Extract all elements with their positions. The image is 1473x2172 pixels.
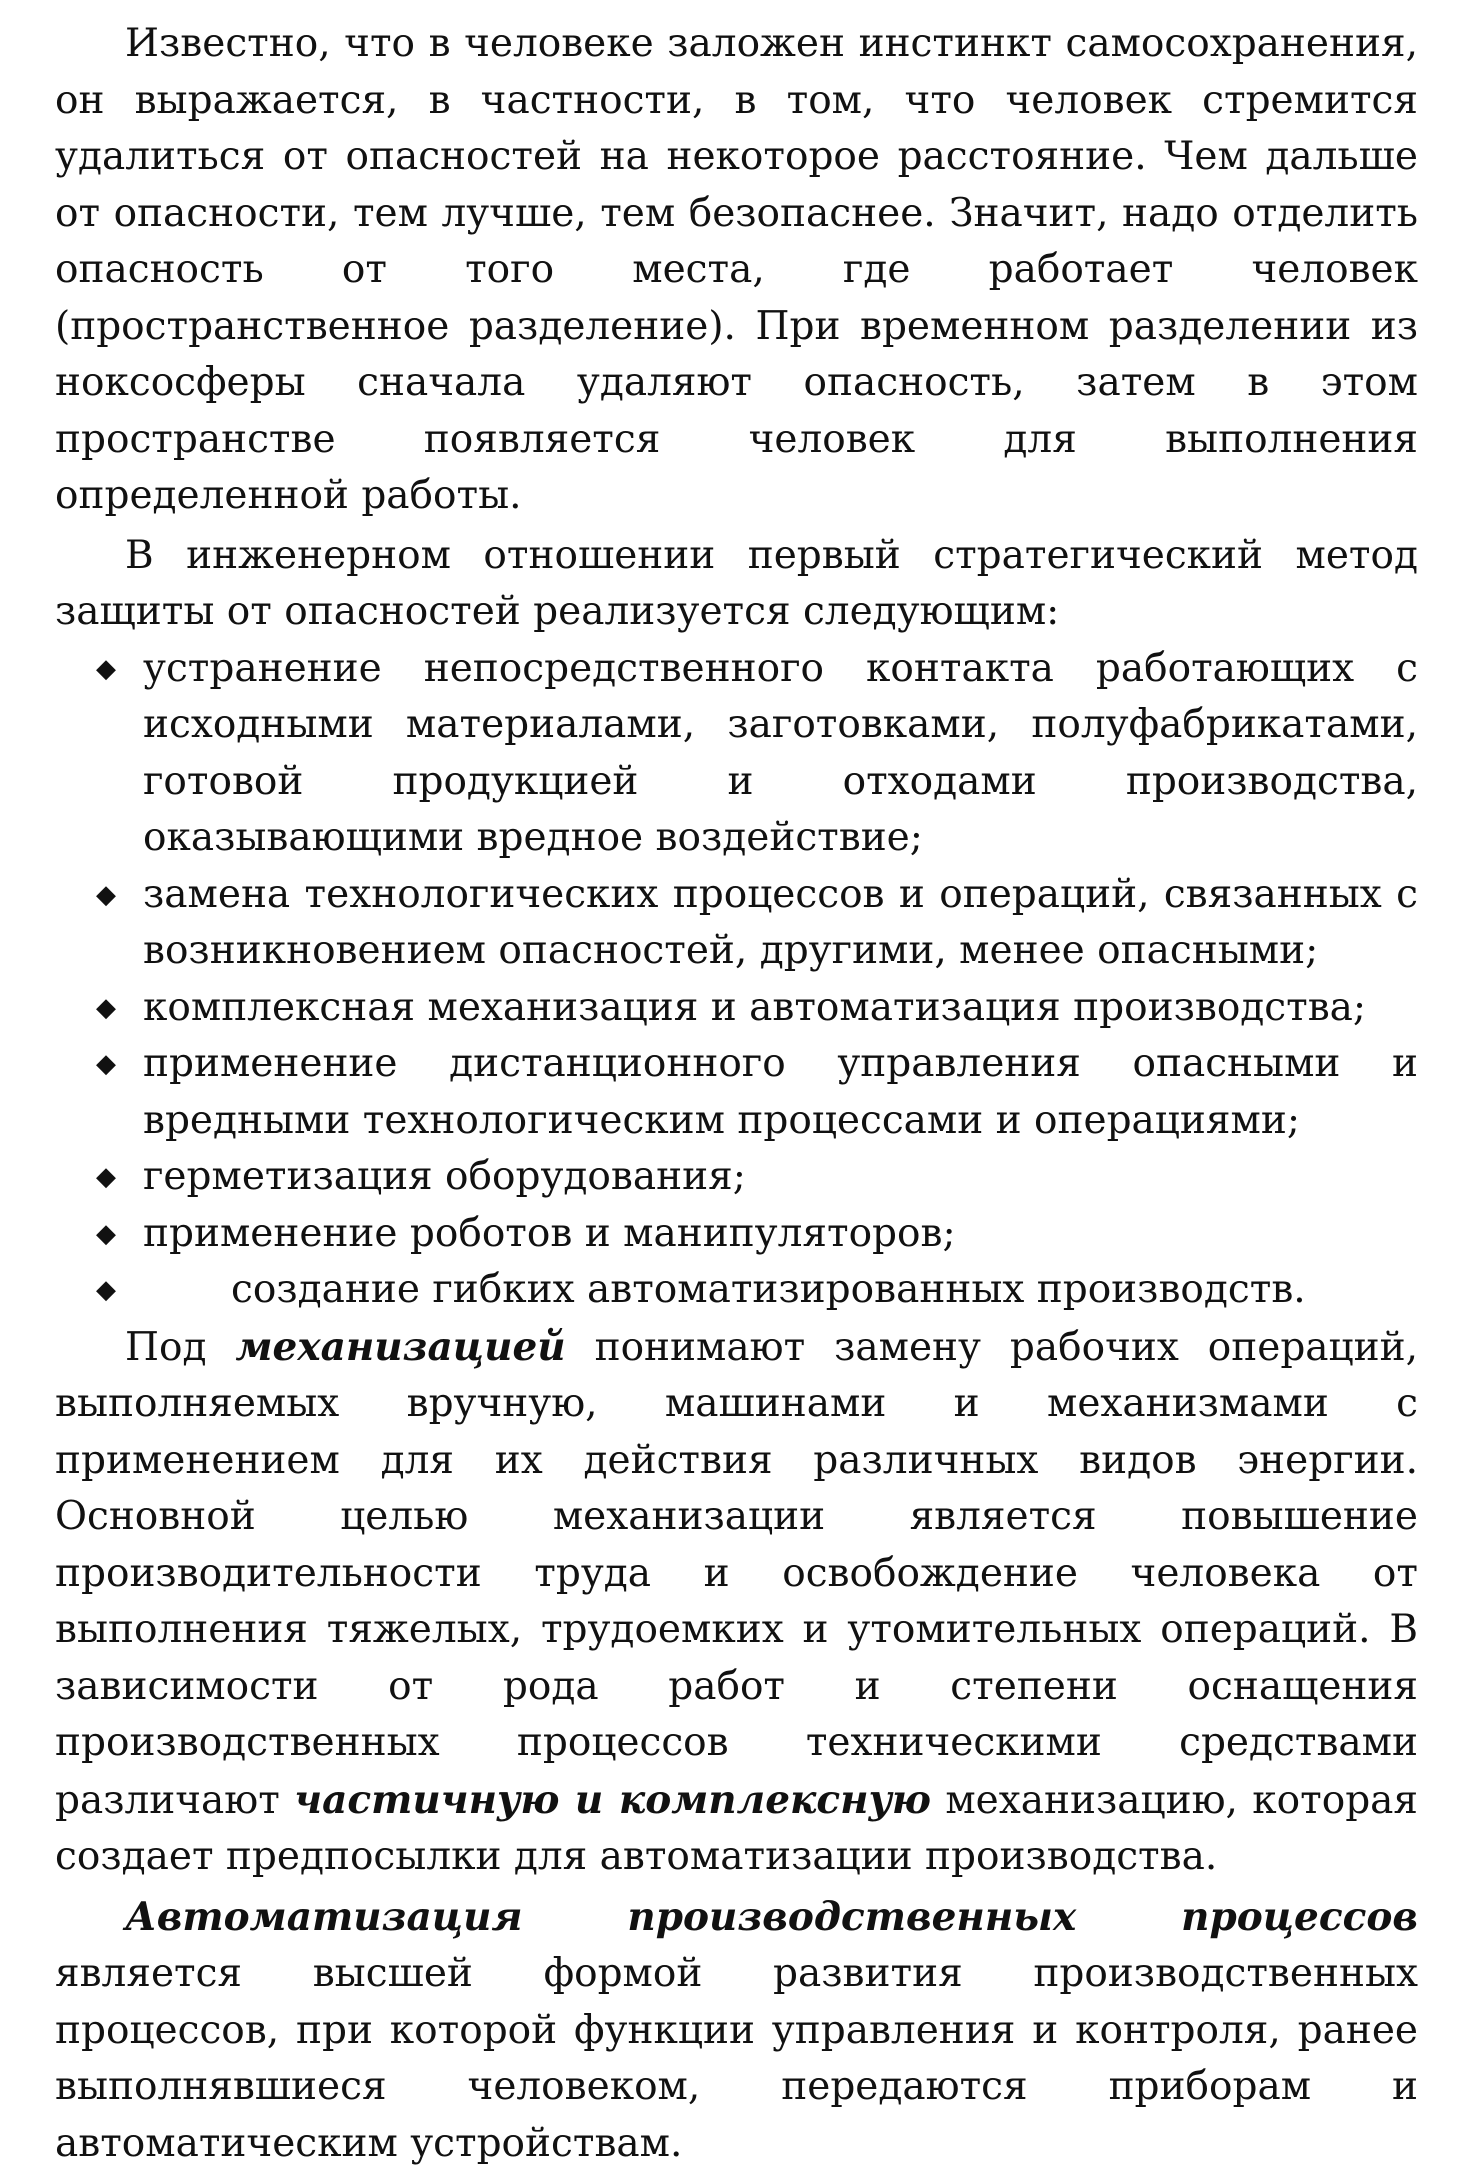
text-run: понимают замену рабочих операций, выполняемых вручную, машинами и механизмами с применением для их действия различных видов энергии. Основной целью механизации является повышение производительности труда и освобождение человека от выполнения тяжелых, трудоемких и утомительных операций. В зависимости от рода работ и степени оснащения производственных процессов техническими средствами различают <box>55 1325 1418 1823</box>
diamond-bullet-icon: ◆ <box>96 1206 116 1263</box>
list-item <box>143 641 1418 867</box>
list-item-text: применение роботов и манипуляторов; <box>143 1211 956 1256</box>
list-item-text: герметизация оборудования; <box>143 1154 746 1199</box>
text-run: механизацию, которая создает предпосылки для автоматизации производства. <box>55 1778 1418 1880</box>
list-item <box>143 867 1418 980</box>
term-automation: Автоматизация производственных процессов <box>125 1894 1418 1940</box>
term-partial-complex: частичную и комплексную <box>294 1777 931 1823</box>
list-item-text: применение дистанционного управления опасными и вредными технологическим процессами и операциями; <box>143 1041 1418 1143</box>
list-item-text: устранение непосредственного контакта работающих с исходными материалами, заготовками, полуфабрикатами, готовой продукцией и отходами производства, оказывающими вредное воздействие; <box>143 646 1418 861</box>
paragraph-mechanization <box>55 1319 1418 1886</box>
diamond-bullet-icon: ◆ <box>96 1262 116 1319</box>
list-item <box>143 1206 1418 1263</box>
list-item-text: комплексная механизация и автоматизация производства; <box>143 985 1366 1030</box>
list-item <box>143 980 1418 1037</box>
list-item <box>143 1149 1418 1206</box>
diamond-bullet-icon: ◆ <box>96 641 116 698</box>
diamond-bullet-icon: ◆ <box>96 867 116 924</box>
paragraph-strategic-method: В инженерном отношении первый стратегический метод защиты от опасностей реализуется следующим: <box>55 528 1418 641</box>
paragraph-automation <box>55 1889 1418 2172</box>
term-mechanization: механизацией <box>235 1324 565 1370</box>
diamond-bullet-icon: ◆ <box>96 980 116 1037</box>
list-item <box>143 1036 1418 1149</box>
text-run: является высшей формой развития производственных процессов, при которой функции управления и контроля, ранее выполнявшиеся человеком, передаются приборам и автоматическим устройствам. <box>55 1951 1418 2166</box>
diamond-bullet-icon: ◆ <box>96 1149 116 1206</box>
protection-methods-list <box>55 641 1418 1319</box>
list-item-text: замена технологических процессов и операций, связанных с возникновением опасностей, другими, менее опасными; <box>143 872 1418 974</box>
text-run: Под <box>125 1325 235 1370</box>
paragraph-self-preservation: Известно, что в человеке заложен инстинкт самосохранения, он выражается, в частности, в том, что человек стремится удалиться от опасностей на некоторое расстояние. Чем дальше от опасности, тем лучше, тем безопаснее. Значит, надо отделить опасность от того места, где работает человек (пространственное разделение). При временном разделении из ноксосферы сначала удаляют опасность, затем в этом пространстве появляется человек для выполнения определенной работы. <box>55 16 1418 525</box>
diamond-bullet-icon: ◆ <box>96 1036 116 1093</box>
list-item-text: создание гибких автоматизированных производств. <box>231 1267 1306 1312</box>
list-item <box>143 1262 1418 1319</box>
